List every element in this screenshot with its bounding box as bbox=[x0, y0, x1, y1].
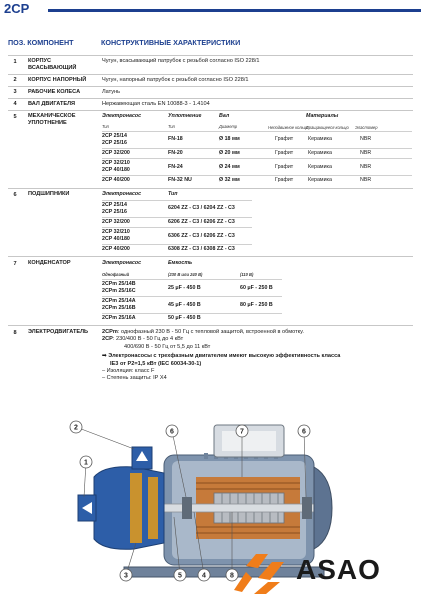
callout-1 bbox=[80, 456, 92, 497]
pump-model: 2CP 25/14 bbox=[102, 202, 127, 208]
row-component bbox=[28, 58, 76, 72]
capacitor-table-rule bbox=[102, 313, 282, 314]
capacitor-table-rule bbox=[102, 279, 282, 280]
row-component: ЭЛЕКТРОДВИГАТЕЛЬ bbox=[28, 329, 89, 335]
seal-sub-type: Тип bbox=[102, 124, 109, 129]
seal-table-rule bbox=[102, 158, 412, 159]
bearings-col-pump: Электронасос bbox=[102, 191, 142, 197]
row-number: 3 bbox=[13, 89, 17, 95]
svg-text:6: 6 bbox=[302, 428, 306, 436]
motor-line bbox=[102, 329, 340, 336]
svg-text:7: 7 bbox=[240, 428, 244, 436]
seal-shaft-cell: Ø 24 мм bbox=[219, 164, 240, 170]
row-text: Чугун, всасывающий патрубок с резьбой согласно ISO 228/1 bbox=[102, 58, 260, 64]
component-name-line: МЕХАНИЧЕСКОЕ bbox=[28, 113, 76, 119]
seal-m3-cell: NBR bbox=[360, 177, 372, 183]
row-number: 6 bbox=[13, 192, 17, 198]
seal-m1-cell: Графит bbox=[275, 164, 294, 170]
bearings-type-cell: 6204 ZZ - C3 / 6204 ZZ - C3 bbox=[168, 205, 235, 211]
component-name-line: ВСАСЫВАЮЩИЙ bbox=[28, 65, 77, 71]
row-component: КОРПУС НАПОРНЫЙ bbox=[28, 77, 87, 83]
seal-m1-cell: Графит bbox=[275, 136, 294, 142]
bearings-table-rule bbox=[102, 244, 252, 245]
bearings-table-rule bbox=[102, 200, 252, 201]
row-component: РАБОЧИЕ КОЛЕСА bbox=[28, 89, 81, 95]
row-text: Чугун, напорный патрубок с резьбой согласно ISO 228/1 bbox=[102, 77, 249, 83]
title-rule bbox=[48, 9, 421, 12]
capacitor-col-capacity: Емкость bbox=[168, 260, 193, 266]
seal-pump-cell bbox=[102, 160, 130, 174]
row-component: КОНДЕНСАТОР bbox=[28, 260, 71, 266]
capacitor-sub-phase: Однофазный bbox=[102, 272, 130, 277]
callout-2 bbox=[70, 421, 134, 449]
seal-pump-cell bbox=[102, 133, 127, 147]
seal-m2-cell: Керамика bbox=[308, 136, 332, 142]
capacitor-110-cell: 80 μF - 250 В bbox=[240, 302, 273, 308]
bearings-type-cell: 6308 ZZ - C3 / 6308 ZZ - C3 bbox=[168, 246, 235, 252]
seal-shaft-cell: Ø 18 мм bbox=[219, 136, 240, 142]
bearings-pump-cell: 2CP 32/200 bbox=[102, 219, 130, 225]
capacitor-pump-cell bbox=[102, 298, 136, 312]
svg-text:6: 6 bbox=[170, 428, 174, 436]
row-divider bbox=[8, 98, 413, 99]
row-divider bbox=[8, 188, 413, 189]
seal-m3-cell: NBR bbox=[360, 164, 372, 170]
bearings-pump-cell bbox=[102, 229, 130, 243]
row-component: ВАЛ ДВИГАТЕЛЯ bbox=[28, 101, 76, 107]
pump-model: 2CP 40/180 bbox=[102, 236, 130, 242]
terminal-box-cover bbox=[222, 428, 276, 451]
component-name-line: УПЛОТНЕНИЕ bbox=[28, 120, 67, 126]
bearing-front bbox=[182, 497, 192, 519]
capacitor-pump-cell: 2CPm 25/16A bbox=[102, 315, 136, 321]
brand-logo bbox=[228, 552, 418, 596]
row-number: 1 bbox=[13, 59, 17, 65]
capacitor-sub-230: (230 В или 240 В) bbox=[168, 272, 203, 277]
seal-shaft-cell: Ø 32 мм bbox=[219, 177, 240, 183]
pump-model: 2CPm 25/14A bbox=[102, 298, 136, 304]
row-number: 8 bbox=[13, 330, 17, 336]
seal-shaft-cell: Ø 20 мм bbox=[219, 150, 240, 156]
capacitor-230-cell: 45 μF - 450 В bbox=[168, 302, 201, 308]
seal-table-rule bbox=[102, 175, 412, 176]
motor-model-label: 2CP bbox=[102, 336, 113, 343]
seal-pump-cell: 2CP 40/200 bbox=[102, 177, 130, 183]
seal-m1-cell: Графит bbox=[275, 150, 294, 156]
row-component: ПОДШИПНИКИ bbox=[28, 191, 70, 197]
pump-model: 2CP 32/210 bbox=[102, 160, 130, 166]
bearing-rear bbox=[302, 497, 312, 519]
bearings-pump-cell bbox=[102, 202, 127, 216]
seal-m1-cell: Графит bbox=[275, 177, 294, 183]
row-divider bbox=[8, 256, 413, 257]
pump-model: 2CPm 25/16C bbox=[102, 288, 136, 294]
motor-text: : однофазный 230 В - 50 Гц с тепловой защитой, встроенной в обмотку. bbox=[117, 329, 304, 335]
seal-table-rule bbox=[102, 148, 412, 149]
capacitor-pump-cell bbox=[102, 281, 136, 295]
header-characteristics: КОНСТРУКТИВНЫЕ ХАРАКТЕРИСТИКИ bbox=[101, 38, 241, 47]
row-divider bbox=[8, 74, 413, 75]
pump-model: 2CP 40/180 bbox=[102, 167, 130, 173]
capacitor-table-rule bbox=[102, 296, 282, 297]
row-component bbox=[28, 113, 75, 127]
seal-m3-cell: NBR bbox=[360, 136, 372, 142]
bearings-col-type: Тип bbox=[168, 191, 178, 197]
svg-text:1: 1 bbox=[84, 459, 88, 467]
motor-line: 400/690 В - 50 Гц от 5,5 до 11 кВт bbox=[124, 343, 211, 350]
logo-text: ASAO bbox=[296, 554, 381, 585]
bearings-type-cell: 6206 ZZ - C3 / 6206 ZZ - C3 bbox=[168, 219, 235, 225]
bearings-table-rule bbox=[102, 227, 252, 228]
row-divider bbox=[8, 86, 413, 87]
capacitor-230-cell: 50 μF - 450 В bbox=[168, 315, 201, 321]
capacitor-230-cell: 25 μF - 450 В bbox=[168, 285, 201, 291]
pump-model: 2CP 25/14 bbox=[102, 133, 127, 139]
svg-text:4: 4 bbox=[202, 572, 206, 580]
bearings-table-rule bbox=[102, 217, 252, 218]
title-bar bbox=[0, 0, 421, 18]
seal-m2-cell: Керамика bbox=[308, 177, 332, 183]
motor-line: – Степень защиты: IP X4 bbox=[102, 375, 167, 382]
motor-line: IE3 от P2=1,5 кВт (IEC 60034-30-1) bbox=[110, 360, 202, 367]
pump-model: 2CP 25/16 bbox=[102, 209, 127, 215]
pump-model: 2CPm 25/16B bbox=[102, 305, 136, 311]
motor-description bbox=[102, 329, 340, 383]
svg-text:8: 8 bbox=[230, 572, 234, 580]
motor-line: – Изоляция: класс F bbox=[102, 368, 155, 375]
seal-sub-fixed: Неподвижное кольцо bbox=[268, 125, 309, 130]
pump-model: 2CP 32/210 bbox=[102, 229, 130, 235]
seal-sub-rotating: Вращающееся кольцо bbox=[306, 125, 349, 130]
seal-col-pump: Электронасос bbox=[102, 113, 142, 119]
svg-text:3: 3 bbox=[124, 572, 128, 580]
row-number: 4 bbox=[13, 101, 17, 107]
seal-type-cell: FN-20 bbox=[168, 150, 183, 156]
pump-model: 2CPm 25/14B bbox=[102, 281, 136, 287]
seal-pump-cell: 2CP 32/200 bbox=[102, 150, 130, 156]
seal-m3-cell: NBR bbox=[360, 150, 372, 156]
seal-m2-cell: Керамика bbox=[308, 150, 332, 156]
header-position: ПОЗ. КОМПОНЕНТ bbox=[8, 38, 74, 47]
svg-text:5: 5 bbox=[178, 572, 182, 580]
seal-col-seal: Уплотнение bbox=[168, 113, 202, 119]
row-divider bbox=[8, 110, 413, 111]
seal-col-materials: Материалы bbox=[306, 113, 339, 119]
capacitor-col-pump: Электронасос bbox=[102, 260, 142, 266]
motor-model-label: 2CPm bbox=[102, 329, 118, 335]
pump-model: 2CP 25/16 bbox=[102, 140, 127, 146]
seal-type-cell: FN-32 NU bbox=[168, 177, 192, 183]
capacitor-sub-110: (110 В) bbox=[240, 272, 254, 277]
seal-table-rule bbox=[102, 131, 412, 132]
motor-line: ➡ Электронасосы с трехфазным двигателем имеют высокую эффективность класса bbox=[102, 353, 341, 360]
impeller-2 bbox=[148, 477, 158, 539]
row-number: 2 bbox=[13, 77, 17, 83]
seal-sub-diameter: Диаметр bbox=[219, 124, 238, 129]
logo-mark-icon bbox=[228, 552, 294, 596]
impeller-1 bbox=[130, 473, 142, 543]
bearings-type-cell: 6306 ZZ - C3 / 6206 ZZ - C3 bbox=[168, 233, 235, 239]
svg-text:2: 2 bbox=[74, 424, 78, 432]
page-title: 2CP bbox=[4, 1, 30, 16]
capacitor-110-cell: 60 μF - 250 В bbox=[240, 285, 273, 291]
motor-line bbox=[102, 336, 340, 343]
fan-cover bbox=[314, 467, 332, 549]
motor-text: : 230/400 В - 50 Гц до 4 кВт bbox=[112, 336, 184, 343]
seal-col-shaft: Вал bbox=[219, 113, 230, 119]
row-number: 7 bbox=[13, 261, 17, 267]
seal-sub-type2: Тип bbox=[168, 124, 175, 129]
bearings-pump-cell: 2CP 40/200 bbox=[102, 246, 130, 252]
row-text: Латунь bbox=[102, 89, 121, 95]
seal-type-cell: FN-24 bbox=[168, 164, 183, 170]
seal-sub-elastomer: Эластомер bbox=[355, 125, 378, 130]
seal-type-cell: FN-18 bbox=[168, 136, 183, 142]
row-divider bbox=[8, 55, 413, 56]
row-text: Нержавеющая сталь EN 10088-3 - 1.4104 bbox=[102, 101, 210, 107]
component-name-line: КОРПУС bbox=[28, 58, 52, 64]
seal-m2-cell: Керамика bbox=[308, 164, 332, 170]
row-divider bbox=[8, 325, 413, 326]
row-number: 5 bbox=[13, 114, 17, 120]
